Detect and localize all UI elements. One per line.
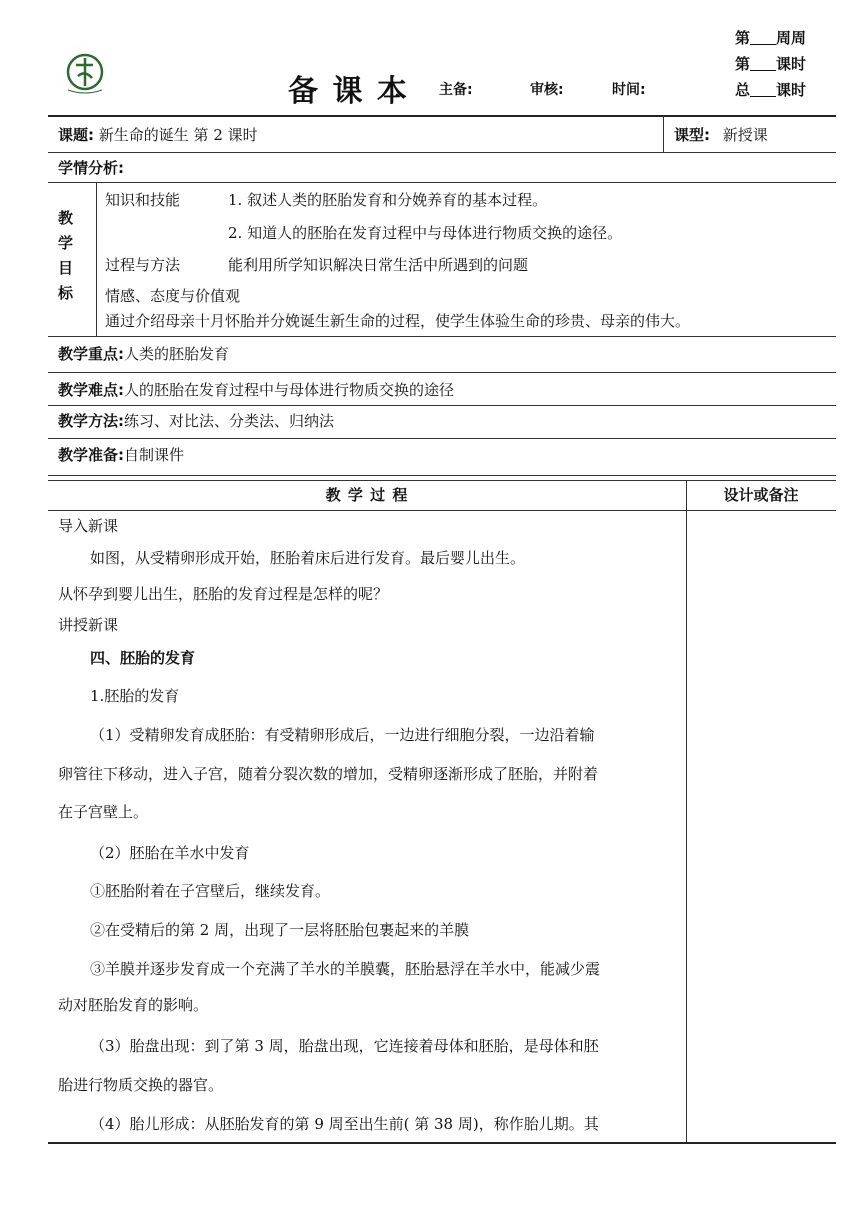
objective-text: 1. 叙述人类的胚胎发育和分娩养育的基本过程。	[228, 191, 548, 209]
process-header: 教 学 过 程	[325, 486, 409, 504]
process-line: （1）受精卵发育成胚胎：有受精卵形成后，一边进行细胞分裂，一边沿着输	[90, 726, 595, 744]
objectives-label: 教 学 目 标	[58, 209, 74, 302]
objective-text: 2. 知道人的胚胎在发育过程中与母体进行物质交换的途径。	[228, 224, 623, 242]
total-counter: 总 课时	[735, 81, 807, 99]
row-divider	[48, 372, 836, 373]
type-label: 课型:	[674, 126, 710, 144]
process-line: 在子宫壁上。	[58, 803, 149, 821]
bottom-divider	[48, 1142, 836, 1144]
row-divider	[48, 152, 836, 153]
process-line: 如图，从受精卵形成开始，胚胎着床后进行发育。最后婴儿出生。	[90, 549, 526, 567]
topic-value: 新生命的诞生 第 2 课时	[98, 126, 258, 144]
process-line: 讲授新课	[58, 616, 119, 634]
row-divider	[48, 336, 836, 337]
row-divider	[48, 475, 836, 476]
lesson-counter: 第 课时	[735, 55, 807, 73]
process-line: 动对胚胎发育的影响。	[58, 996, 209, 1014]
row-divider	[48, 405, 836, 406]
topic-label: 课题:	[58, 126, 94, 144]
objectives-divider	[96, 182, 97, 336]
week-counter: 第 周周	[735, 29, 807, 47]
type-divider	[663, 115, 664, 152]
field-author: 主备:	[439, 82, 473, 98]
section-heading: 四、胚胎的发育	[90, 649, 196, 667]
header-divider	[48, 115, 836, 117]
process-line: （2）胚胎在羊水中发育	[90, 844, 250, 862]
school-logo	[60, 52, 110, 96]
field-review: 审核:	[530, 82, 564, 98]
type-row	[674, 125, 768, 145]
objective-cat: 知识和技能	[105, 191, 181, 209]
process-line: （3）胎盘出现：到了第 3 周，胎盘出现，它连接着母体和胚胎，是母体和胚	[90, 1037, 599, 1055]
preparation-row: 教学准备:自制课件	[58, 446, 185, 464]
notes-header: 设计或备注	[723, 486, 799, 504]
key-point-row: 教学重点:人类的胚胎发育	[58, 345, 230, 363]
analysis-label: 学情分析:	[58, 159, 124, 177]
process-line: 从怀孕到婴儿出生，胚胎的发育过程是怎样的呢？	[58, 585, 389, 603]
field-time: 时间:	[612, 82, 646, 98]
page-title: 备 课 本	[288, 74, 409, 109]
row-divider	[48, 182, 836, 183]
row-divider	[48, 510, 836, 511]
process-line: ②在受精后的第 2 周，出现了一层将胚胎包裹起来的羊膜	[90, 921, 470, 939]
process-line: 1.胚胎的发育	[90, 687, 180, 705]
difficulty-row: 教学难点:人的胚胎在发育过程中与母体进行物质交换的途径	[58, 381, 455, 399]
objective-text: 能利用所学知识解决日常生活中所遇到的问题	[228, 256, 529, 274]
notes-divider	[686, 480, 687, 1142]
process-line: 胎进行物质交换的器官。	[58, 1076, 224, 1094]
objective-cat: 过程与方法	[105, 256, 181, 274]
topic-row	[58, 125, 258, 145]
method-row: 教学方法:练习、对比法、分类法、归纳法	[58, 412, 335, 430]
row-divider	[48, 480, 836, 481]
process-line: ③羊膜并逐步发育成一个充满了羊水的羊膜囊，胚胎悬浮在羊水中，能减少震	[90, 960, 601, 978]
process-line: （4）胎儿形成：从胚胎发育的第 9 周至出生前( 第 38 周)，称作胎儿期。其	[90, 1115, 599, 1133]
process-line: 卵管往下移动，进入子宫，随着分裂次数的增加，受精卵逐渐形成了胚胎，并附着	[58, 765, 599, 783]
objective-text: 通过介绍母亲十月怀胎并分娩诞生新生命的过程，使学生体验生命的珍贵、母亲的伟大。	[105, 312, 691, 330]
type-value: 新授课	[722, 126, 768, 144]
objective-cat: 情感、态度与价值观	[105, 287, 241, 305]
process-line: ①胚胎附着在子宫壁后，继续发育。	[90, 882, 331, 900]
process-line: 导入新课	[58, 517, 119, 535]
row-divider	[48, 438, 836, 439]
